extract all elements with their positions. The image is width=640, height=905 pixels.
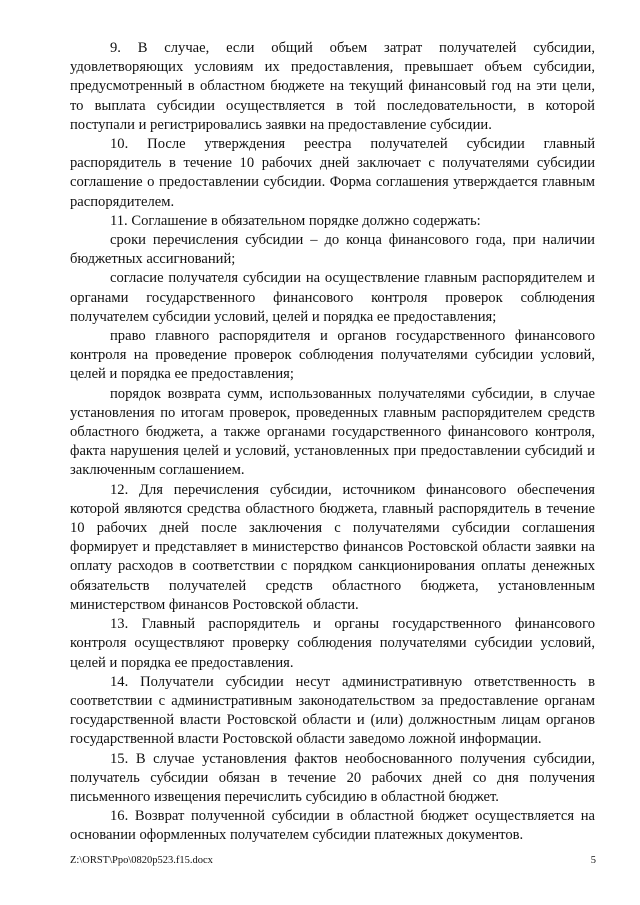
document-body [70, 39, 595, 846]
paragraph-11: 11. Соглашение в обязательном порядке должно содержать: [110, 212, 481, 229]
paragraph-11-item-refund: порядок возврата сумм, использованных получателями субсидии, в случае установления по итогам проверок, проведенных главным распорядителем средств областного бюджета, а также органами государственного финансового контроля, факта нарушения целей и условий, установленных при предоставлении субсидий и заключенным соглашением. [70, 385, 595, 479]
paragraph-14: 14. Получатели субсидии несут административную ответственность в соответствии с административным законодательством за предоставление органам государственной власти Ростовской области и (или) должностным лицам органов государственной власти Ростовской области заведомо ложной информации. [70, 673, 595, 748]
page-number: 5 [590, 855, 596, 866]
paragraph-11-item-terms: сроки перечисления субсидии – до конца финансового года, при наличии бюджетных ассигнований; [70, 232, 595, 268]
paragraph-13: 13. Главный распорядитель и органы государственного финансового контроля осуществляют проверку соблюдения получателями субсидии условий, целей и порядка ее предоставления. [70, 616, 595, 671]
paragraph-15: 15. В случае установления фактов необоснованного получения субсидии, получатель субсидии обязан в течение 20 рабочих дней со дня получения письменного извещения перечислить субсидию в областной бюджет. [70, 750, 595, 805]
paragraph-11-item-right: право главного распорядителя и органов государственного финансового контроля на проведение проверок соблюдения получателями субсидии условий, целей и порядка ее предоставления; [70, 328, 595, 383]
paragraph-10: 10. После утверждения реестра получателей субсидии главный распорядитель в течение 10 рабочих дней заключает с получателями субсидии соглашение о предоставлении субсидии. Форма соглашения утверждается главным распорядителем. [70, 136, 595, 210]
footer-file-path: Z:\ORST\Ppo\0820p523.f15.docx [70, 855, 213, 866]
paragraph-16: 16. Возврат полученной субсидии в областной бюджет осуществляется на основании оформленных получателем субсидии платежных документов. [70, 808, 595, 844]
paragraph-11-item-consent: согласие получателя субсидии на осуществление главным распорядителем и органами государственного финансового контроля проверок соблюдения получателем субсидии условий, целей и порядка ее предоставления; [70, 270, 595, 325]
page-footer [70, 855, 596, 867]
paragraph-12: 12. Для перечисления субсидии, источником финансового обеспечения которой являются средства областного бюджета, главный распорядитель в течение 10 рабочих дней после заключения с получателями субсидии соглашения формирует и представляет в министерство финансов Ростовской области заявки на оплату расходов в соответствии с порядком санкционирования оплаты денежных обязательств получателей средств областного бюджета, установленным министерством финансов Ростовской области. [70, 481, 595, 613]
paragraph-9: 9. В случае, если общий объем затрат получателей субсидии, удовлетворяющих условиям их предоставления, превышает объем субсидии, предусмотренный в областном бюджете на текущий финансовый год на эти цели, то выплата субсидии осуществляется в той последовательности, в которой поступали и регистрировались заявки на предоставление субсидии. [70, 40, 595, 133]
